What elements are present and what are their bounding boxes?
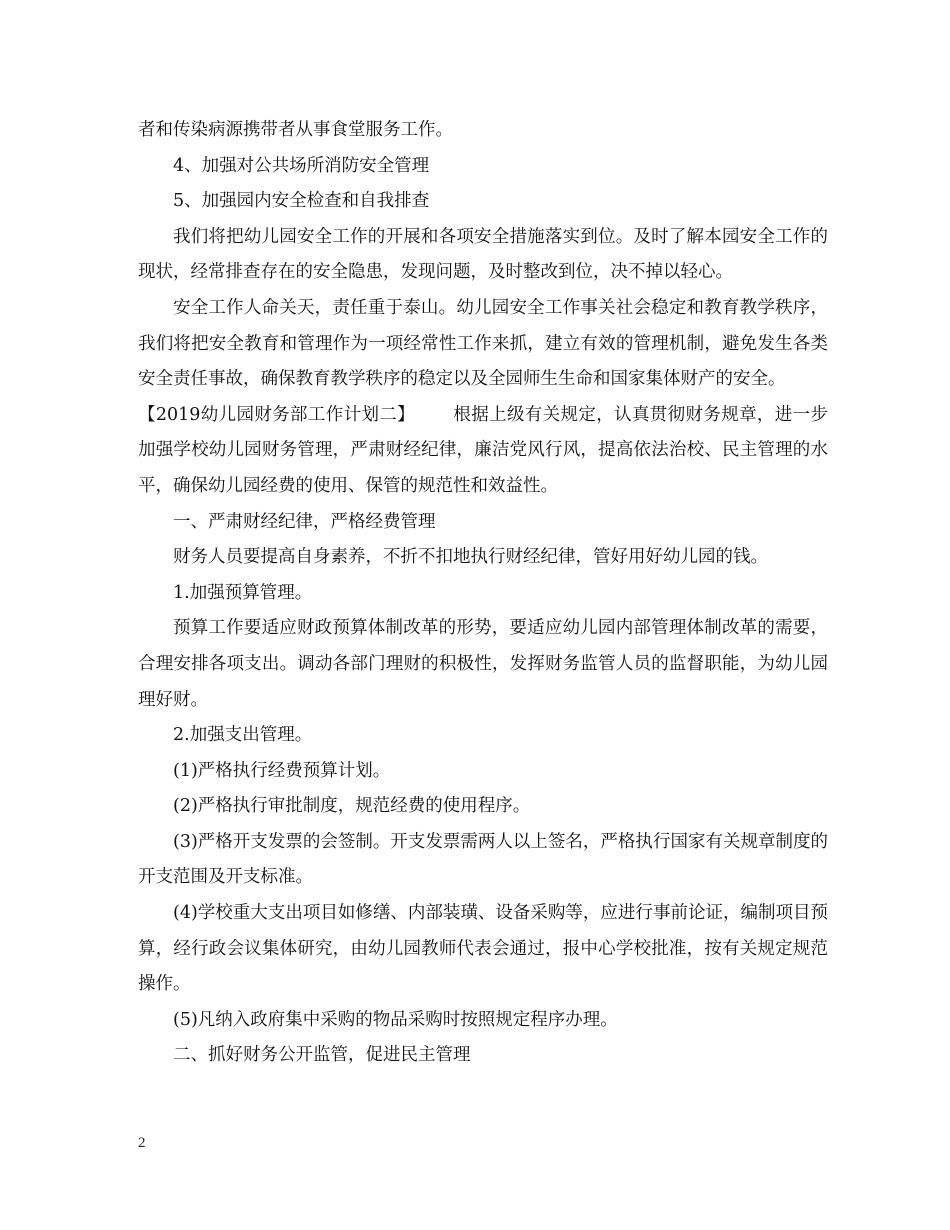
paragraph: (4)学校重大支出项目如修缮、内部装璜、设备采购等，应进行事前论证，编制项目预算，经行政会议集体研究，由幼儿园教师代表会通过，报中心学校批准，按有关规定规范操作。 xyxy=(138,903,828,995)
paragraph: 安全工作人命关天，责任重于泰山。幼儿园安全工作事关社会稳定和教育教学秩序，我们将把安全教育和管理作为一项经常性工作来抓，建立有效的管理机制，避免发生各类安全责任事故，确保教育教学秩序的稳定以及全园师生生命和国家集体财产的安全。 xyxy=(138,297,828,390)
paragraph: 2.加强支出管理。 xyxy=(173,725,313,746)
section-heading-text: 根据上级有关规定，认真贯彻财务规章，进一步加强学校幼儿园财务管理，严肃财经纪律，廉洁党风行风，提高依法治校、民主管理的水平，确保幼儿园经费的使用、保管的规范性和效益性。 xyxy=(138,404,829,496)
paragraph: 我们将把幼儿园安全工作的开展和各项安全措施落实到位。及时了解本园安全工作的现状，经常排查存在的安全隐患，发现问题，及时整改到位，决不掉以轻心。 xyxy=(138,226,828,283)
section-heading-title: 【2019幼儿园财务部工作计划二】 xyxy=(138,404,416,425)
paragraph: 二、抓好财务公开监管，促进民主管理 xyxy=(173,1045,471,1066)
document-body xyxy=(138,113,828,1074)
paragraph: (3)严格开支发票的会签制。开支发票需两人以上签名，严格执行国家有关规章制度的开支范围及开支标准。 xyxy=(138,831,828,888)
section-heading-paragraph xyxy=(138,398,828,505)
page-number: 2 xyxy=(138,1135,146,1151)
paragraph: 财务人员要提高自身素养，不折不扣地执行财经纪律，管好用好幼儿园的钱。 xyxy=(173,547,768,568)
paragraph: (1)严格执行经费预算计划。 xyxy=(173,760,391,781)
paragraph: 4、加强对公共场所消防安全管理 xyxy=(173,155,430,176)
paragraph: 1.加强预算管理。 xyxy=(173,582,313,603)
paragraph: (2)严格执行审批制度，规范经费的使用程序。 xyxy=(173,796,531,817)
paragraph: (5)凡纳入政府集中采购的物品采购时按照规定程序办理。 xyxy=(173,1009,618,1030)
paragraph: 一、严肃财经纪律，严格经费管理 xyxy=(173,511,436,532)
paragraph: 预算工作要适应财政预算体制改革的形势，要适应幼儿园内部管理体制改革的需要，合理安排各项支出。调动各部门理财的积极性，发挥财务监管人员的监督职能，为幼儿园理好财。 xyxy=(138,618,828,710)
paragraph: 5、加强园内安全检查和自我排查 xyxy=(173,191,430,212)
paragraph: 者和传染病源携带者从事食堂服务工作。 xyxy=(138,120,453,140)
